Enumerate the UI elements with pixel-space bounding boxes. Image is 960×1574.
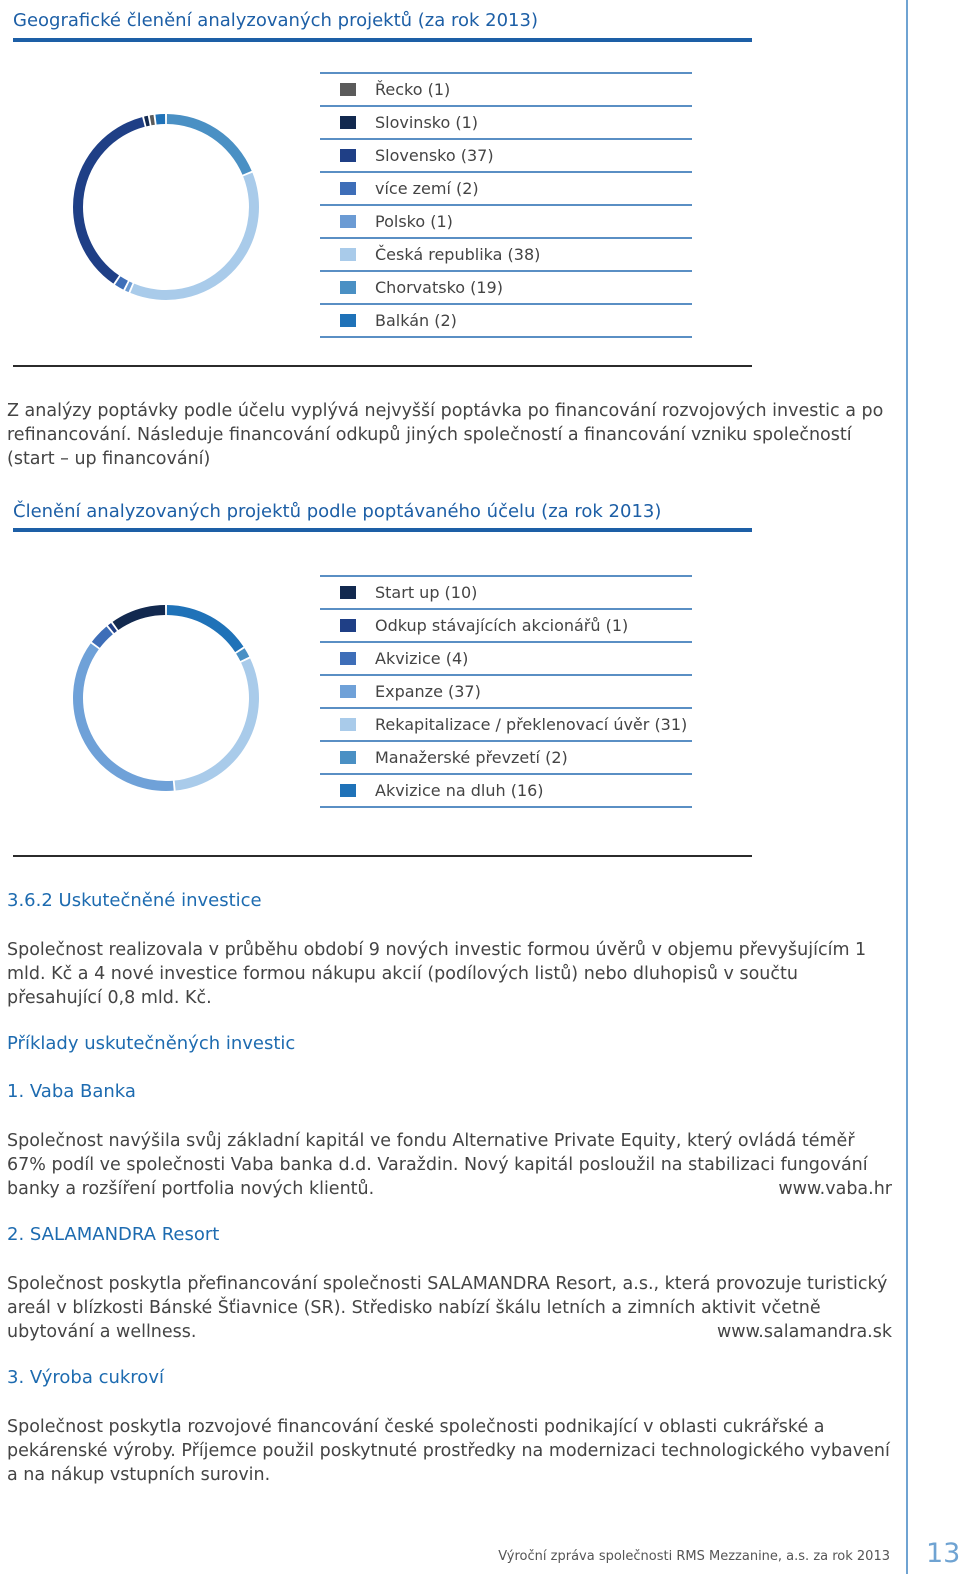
legend-item: [320, 641, 692, 674]
example-text: Společnost navýšila svůj základní kapitál ve fondu Alternative Private Equity, který ovládá téměř 67% podíl ve společnosti Vaba banka d.d. Varaždin. Nový kapitál posloužil na stabilizaci fungování banky a rozšíření portfolia nových klientů.: [7, 1131, 868, 1199]
legend-label: Řecko (1): [375, 80, 451, 99]
page-number: 13: [926, 1538, 960, 1569]
legend-item: [320, 303, 692, 338]
example-heading-3: 3. Výroba cukroví: [7, 1367, 164, 1388]
donut-slice-slovinsko: [144, 116, 150, 127]
legend-swatch: [340, 718, 356, 731]
legend-swatch: [340, 149, 356, 162]
legend-label: Akvizice (4): [375, 649, 469, 668]
section-heading-investments: 3.6.2 Uskutečněné investice: [7, 890, 262, 911]
legend-label: Akvizice na dluh (16): [375, 781, 544, 800]
legend-swatch: [340, 215, 356, 228]
donut-slice--ecko: [150, 115, 155, 125]
section-title-rule: [13, 528, 752, 532]
legend-swatch: [340, 685, 356, 698]
intro-paragraph: Z analýzy poptávky podle účelu vyplývá nejvyšší poptávka po financování rozvojových investic a po refinancování. Následuje financování odkupů jiných společností a financování vzniku společností (start – up financování): [7, 401, 884, 469]
legend-item: [320, 270, 692, 303]
legend-item: [320, 171, 692, 204]
legend-item: [320, 608, 692, 641]
legend-swatch: [340, 751, 356, 764]
legend-swatch: [340, 182, 356, 195]
legend-swatch: [340, 619, 356, 632]
legend-purpose: [320, 575, 692, 808]
donut-slice-akvizice-na-dluh: [167, 605, 244, 652]
example-paragraph-2: [7, 1272, 892, 1344]
legend-item: [320, 575, 692, 608]
section-divider: [13, 365, 752, 367]
legend-item: [320, 138, 692, 171]
legend-swatch: [340, 586, 356, 599]
legend-item: [320, 72, 692, 105]
legend-label: Start up (10): [375, 583, 478, 602]
legend-label: Manažerské převzetí (2): [375, 748, 568, 767]
examples-heading: Příklady uskutečněných investic: [7, 1033, 296, 1054]
investments-paragraph: Společnost realizovala v průběhu období 9 nových investic formou úvěrů v objemu převyšujícím 1 mld. Kč a 4 nové investice formou nákupu akcií (podílových listů) nebo dluhopisů v součtu přesahující 0,8 mld. Kč.: [7, 940, 867, 1008]
example-heading-2: 2. SALAMANDRA Resort: [7, 1224, 220, 1245]
legend-label: více zemí (2): [375, 179, 479, 198]
legend-item: [320, 773, 692, 808]
footer-text: Výroční zpráva společnosti RMS Mezzanine, a.s. za rok 2013: [498, 1549, 890, 1564]
legend-label: Česká republika (38): [375, 245, 541, 264]
section-title-geography: Geografické členění analyzovaných projektů (za rok 2013): [13, 10, 538, 31]
legend-geography: [320, 72, 692, 338]
legend-label: Rekapitalizace / překlenovací úvěr (31): [375, 715, 688, 734]
donut-slice-akvizice: [92, 627, 113, 648]
page-margin-line: [906, 0, 908, 1574]
legend-swatch: [340, 314, 356, 327]
donut-slice-rekapitalizace-p-eklenovac-v-r: [175, 658, 259, 790]
donut-slice-expanze: [73, 643, 174, 791]
donut-slice--esk-republika: [130, 173, 259, 300]
example-heading-1: 1. Vaba Banka: [7, 1081, 136, 1102]
legend-swatch: [340, 116, 356, 129]
legend-label: Polsko (1): [375, 212, 453, 231]
section-divider: [13, 855, 752, 857]
donut-slice-balk-n: [155, 114, 165, 125]
legend-swatch: [340, 784, 356, 797]
legend-label: Chorvatsko (19): [375, 278, 503, 297]
section-title-purpose: Členění analyzovaných projektů podle poptávaného účelu (za rok 2013): [13, 501, 662, 522]
example-paragraph-1: [7, 1129, 892, 1201]
legend-swatch: [340, 83, 356, 96]
section-title-rule: [13, 38, 752, 42]
legend-label: Slovensko (37): [375, 146, 494, 165]
legend-item: [320, 707, 692, 740]
example-url-link[interactable]: www.salamandra.sk: [716, 1322, 892, 1342]
example-text: Společnost poskytla přefinancování společnosti SALAMANDRA Resort, a.s., která provozuje turistický areál v blízkosti Bánské Šťiavnice (SR). Středisko nabízí škálu letních a zimních aktivit včetně ubytování a wellness.: [7, 1274, 888, 1342]
example-url-link[interactable]: www.vaba.hr: [778, 1179, 892, 1199]
legend-item: [320, 237, 692, 270]
donut-chart-purpose: [70, 583, 262, 813]
legend-swatch: [340, 248, 356, 261]
donut-slice-slovensko: [73, 117, 145, 284]
legend-label: Odkup stávajících akcionářů (1): [375, 616, 629, 635]
donut-slice-start-up: [113, 605, 166, 630]
legend-label: Slovinsko (1): [375, 113, 479, 132]
legend-label: Balkán (2): [375, 311, 457, 330]
legend-item: [320, 740, 692, 773]
donut-slice-chorvatsko: [167, 114, 252, 175]
legend-label: Expanze (37): [375, 682, 481, 701]
legend-swatch: [340, 652, 356, 665]
legend-item: [320, 204, 692, 237]
example-paragraph-3: Společnost poskytla rozvojové financování české společnosti podnikající v oblasti cukrářské a pekárenské výroby. Příjemce použil poskytnuté prostředky na modernizaci technologického vybavení a na nákup vstupních surovin.: [7, 1417, 890, 1485]
legend-swatch: [340, 281, 356, 294]
donut-chart-geography: [70, 92, 262, 322]
legend-item: [320, 674, 692, 707]
legend-item: [320, 105, 692, 138]
